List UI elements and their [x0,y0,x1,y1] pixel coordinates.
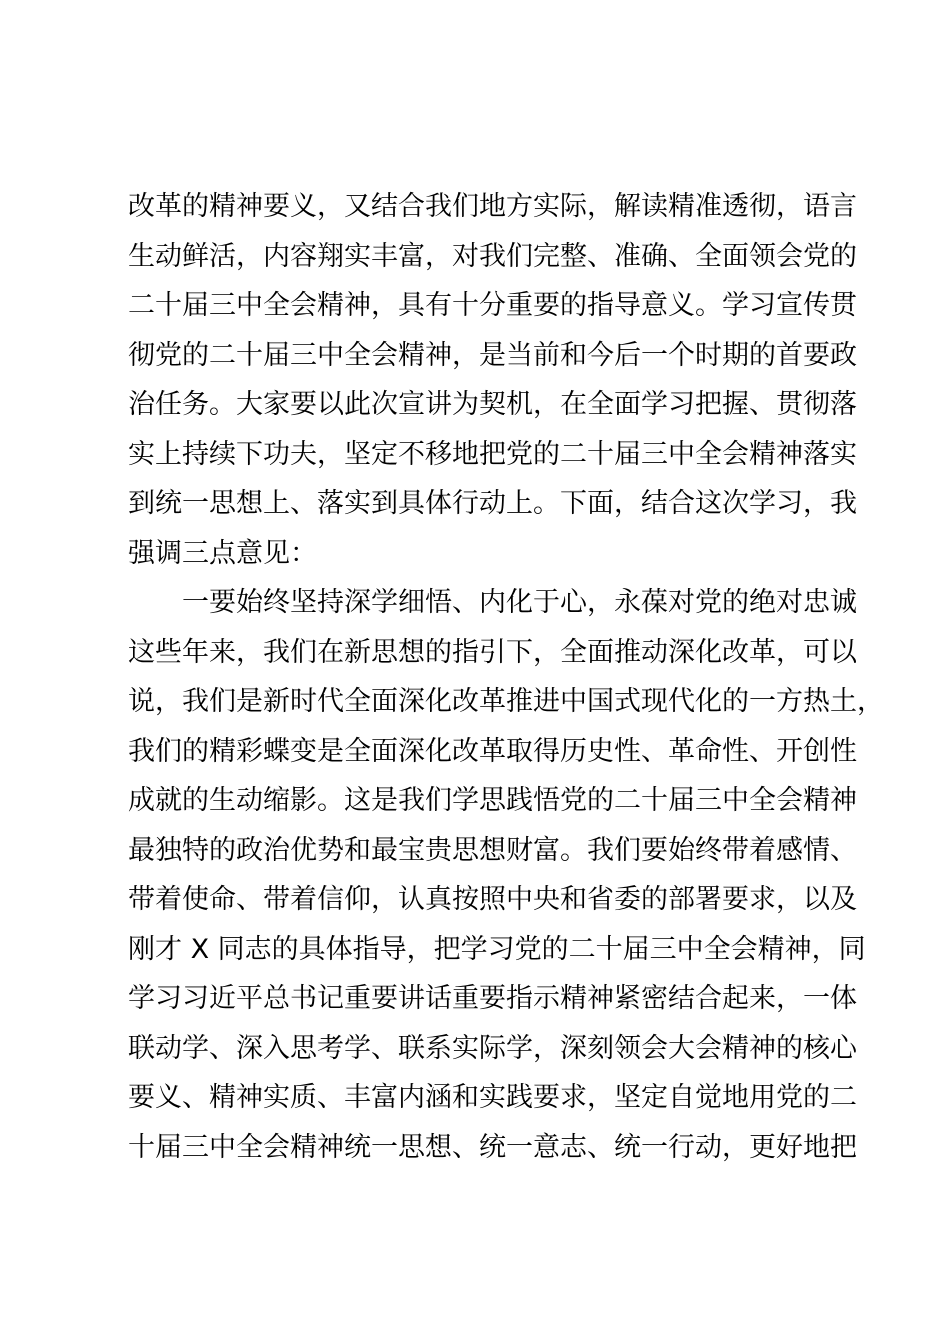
text-line: 这些年来，我们在新思想的指引下，全面推动深化改革，可以 [128,636,857,668]
text-line: 治任务。大家要以此次宣讲为契机，在全面学习把握、贯彻落 [128,389,857,420]
text-line: 成就的生动缩影。这是我们学思践悟党的二十届三中全会精神 [128,785,857,816]
body-text [128,182,884,1172]
text-line: 十届三中全会精神统一思想、统一意志、统一行动，更好地把 [128,1131,857,1163]
text-line: 实上持续下功夫，坚定不移地把党的二十届三中全会精神落实 [128,438,857,470]
text-line: 带着使命、带着信仰，认真按照中央和省委的部署要求，以及 [128,884,857,915]
text-line: 到统一思想上、落实到具体行动上。下面，结合这次学习，我 [128,488,857,519]
text-line: 我们的精彩蝶变是全面深化改革取得历史性、革命性、开创性 [128,735,857,767]
text-line: 彻党的二十届三中全会精神，是当前和今后一个时期的首要政 [128,339,857,371]
section-heading-line: 一要始终坚持深学细悟、内化于心，永葆对党的绝对忠诚 [182,587,857,618]
text-line: 改革的精神要义，又结合我们地方实际，解读精准透彻，语言 [128,191,857,222]
text-line: 说，我们是新时代全面深化改革推进中国式现代化的一方热土， [128,686,884,717]
text-line: 二十届三中全会精神，具有十分重要的指导意义。学习宣传贯 [128,290,857,321]
text-line: 联动学、深入思考学、联系实际学，深刻领会大会精神的核心 [128,1032,857,1064]
text-line: 最独特的政治优势和最宝贵思想财富。我们要始终带着感情、 [128,834,857,866]
paragraph-1 [128,182,857,578]
text-line: 生动鲜活，内容翔实丰富，对我们完整、准确、全面领会党的 [128,240,857,272]
text-line: 学习习近平总书记重要讲话重要指示精神紧密结合起来，一体 [128,983,857,1014]
text-line: 要义、精神实质、丰富内涵和实践要求，坚定自觉地用党的二 [128,1082,857,1113]
text-line: 强调三点意见： [128,537,317,569]
text-line: 刚才 X 同志的具体指导，把学习党的二十届三中全会精神，同 [128,933,866,965]
paragraph-2 [128,578,884,1172]
